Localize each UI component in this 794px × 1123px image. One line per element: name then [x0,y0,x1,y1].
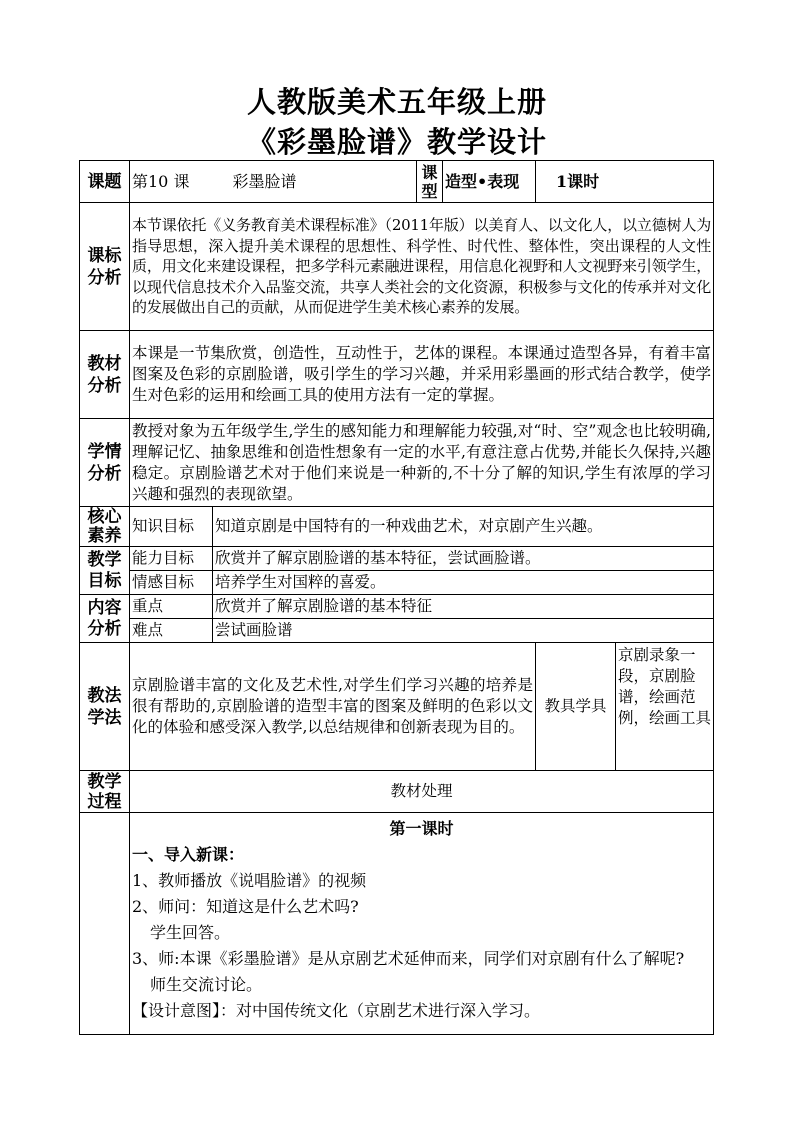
textbook-label: 教材分析 [80,331,130,419]
content-analysis-label: 内容分析 [80,595,130,643]
title-line-2: 《彩墨脸谱》教学设计 [246,125,547,159]
course-type-label: 课型 [417,161,443,203]
knowledge-goal-text: 知道京剧是中国特有的一种戏曲艺术，对京剧产生兴趣。 [213,507,714,547]
standard-text: 本节课依托《义务教育美术课程标准》（2011年版）以美育人、以文化人，以立德树人为指导思想，深入提升美术课程的思想性、科学性、时代性、整体性，突出课程的人文性质，用文化来建设课程，把多学科元素融进课程，用信息化视野和人文视野来引领学生，以现代信息技术介入品鉴交流，共享人类社会的文化资源，积极参与文化的传承并对文化的发展做出自己的贡献，从而促进学生美术核心素养的发展。 [130,203,714,331]
students-text: 教授对象为五年级学生,学生的感知能力和理解能力较强,对“时、空”观念也比较明确,理解记忆、抽象思维和创造性想象有一定的水平,有意注意占优势,并能长久保持,兴趣稳定。京剧脸谱艺术对于他们来说是一种新的,不十分了解的知识,学生有浓厚的学习兴趣和强烈的表现欲望。 [130,419,714,507]
lesson-number: 第10 课 [132,172,190,191]
lesson-content [130,813,714,1035]
course-row [80,161,714,203]
course-title-cell [130,161,417,203]
lesson-discussion: 师生交流讨论。 [150,975,263,994]
lesson-section-intro: 一、导入新课： [132,845,245,864]
course-type-value: 造型•表现 [443,161,536,203]
students-row [80,419,714,507]
lesson-design-intent: 【设计意图】：对中国传统文化（京剧艺术进行深入学习。 [132,1001,541,1020]
lesson-row [80,813,714,1035]
textbook-row [80,331,714,419]
core-literacy-label: 核心素养 [80,507,130,547]
standard-row [80,203,714,331]
lesson-step-3: 3、师:本课《彩墨脸谱》是从京剧艺术延伸而来，同学们对京剧有什么了解呢? [132,949,685,968]
lesson-heading: 第一课时 [389,819,454,838]
method-label: 教法学法 [80,643,130,771]
teaching-goals-label: 教学目标 [80,547,130,595]
difficult-point-text: 尝试画脸谱 [213,619,714,643]
key-point-label: 重点 [130,595,213,619]
ability-goal-label: 能力目标 [130,547,213,571]
goal-knowledge-row [80,507,714,547]
textbook-text: 本课是一节集欣赏，创造性，互动性于，艺体的课程。本课通过造型各异，有着丰富图案及色彩的京剧脸谱，吸引学生的学习兴趣，并采用彩墨画的形式结合教学，使学生对色彩的运用和绘画工具的使用方法有一定的掌握。 [130,331,714,419]
students-label: 学情分析 [80,419,130,507]
tools-label: 教具学具 [536,643,616,771]
lesson-step-1: 1、教师播放《说唱脸谱》的视频 [132,871,367,890]
process-label: 教学过程 [80,771,130,813]
difficult-point-row [80,619,714,643]
lesson-left-cell [80,813,130,1035]
tools-text: 京剧录象一段，京剧脸谱，绘画范例，绘画工具 [616,643,714,771]
process-header: 教材处理 [130,771,714,813]
course-label: 课题 [80,161,130,203]
lesson-student-answer: 学生回答。 [150,923,231,942]
standard-label: 课标分析 [80,203,130,331]
lesson-step-2: 2、师问：知道这是什么艺术吗? [132,897,359,916]
goal-ability-row [80,547,714,571]
lesson-name: 彩墨脸谱 [232,172,297,191]
process-header-row [80,771,714,813]
key-point-row [80,595,714,619]
difficult-point-label: 难点 [130,619,213,643]
ability-goal-text: 欣赏并了解京剧脸谱的基本特征，尝试画脸谱。 [213,547,714,571]
knowledge-goal-label: 知识目标 [130,507,213,547]
emotion-goal-text: 培养学生对国粹的喜爱。 [213,571,714,595]
lesson-plan-table [79,160,714,1035]
method-row [80,643,714,771]
emotion-goal-label: 情感目标 [130,571,213,595]
key-point-text: 欣赏并了解京剧脸谱的基本特征 [213,595,714,619]
method-text: 京剧脸谱丰富的文化及艺术性,对学生们学习兴趣的培养是很有帮助的,京剧脸谱的造型丰富的图案及鲜明的色彩以文化的体验和感受深入教学,以总结规律和创新表现为目的。 [130,643,536,771]
title-line-1: 人教版美术五年级上册 [246,85,547,119]
course-hours: 1课时 [536,161,714,203]
goal-emotion-row [80,571,714,595]
